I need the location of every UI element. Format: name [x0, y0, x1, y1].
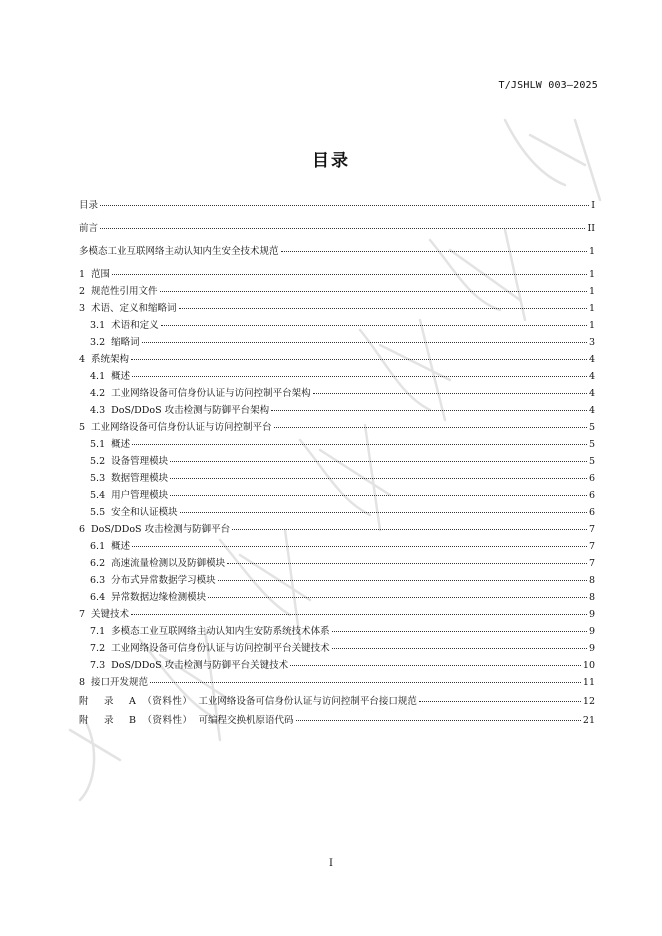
toc-entry-text: 高速流量检测以及防御模块: [111, 558, 226, 569]
toc-entry-text: 范围: [91, 269, 111, 280]
toc-entry-text: 数据管理模块: [111, 473, 169, 484]
toc-entry-page: 1: [588, 303, 595, 314]
dot-leader: [100, 205, 589, 206]
table-of-contents: [79, 200, 595, 726]
toc-entry-number: 7.1: [90, 626, 106, 637]
appendix-label: [79, 715, 193, 726]
toc-entry-number: 2: [79, 286, 86, 297]
toc-entry-number: 4.1: [90, 371, 106, 382]
toc-appendix-entry[interactable]: [79, 696, 595, 707]
dot-leader: [132, 546, 587, 547]
toc-entry[interactable]: [79, 524, 595, 535]
toc-entry-text: DoS/DDoS 攻击检测与防御平台: [91, 524, 231, 535]
toc-entry-page: 9: [588, 609, 595, 620]
toc-entry[interactable]: [79, 388, 595, 399]
toc-entry-number: 7.2: [90, 643, 106, 654]
toc-entry-text: 缩略词: [111, 337, 140, 348]
toc-entry-text: 前言: [79, 223, 99, 234]
toc-entry-page: 6: [588, 490, 595, 501]
toc-entry-page: 11: [582, 677, 595, 688]
dot-leader: [271, 410, 587, 411]
dot-leader: [170, 495, 587, 496]
toc-entry-text: 多模态工业互联网络主动认知内生安全技术规范: [79, 246, 279, 257]
toc-entry[interactable]: [79, 303, 595, 314]
toc-entry-text: 异常数据边缘检测模块: [111, 592, 207, 603]
dot-leader: [296, 720, 581, 721]
appendix-letter: A: [129, 696, 137, 707]
toc-entry-page: I: [591, 200, 595, 211]
toc-entry-number: 5: [79, 422, 86, 433]
dot-leader: [132, 376, 587, 377]
toc-entry-page: 12: [582, 696, 595, 707]
toc-entry-text: 工业网络设备可信身份认证与访问控制平台架构: [111, 388, 311, 399]
toc-entry[interactable]: [79, 660, 595, 671]
toc-entry-number: 7: [79, 609, 86, 620]
toc-entry-page: 7: [588, 541, 595, 552]
toc-entry[interactable]: [79, 541, 595, 552]
toc-entry[interactable]: [79, 626, 595, 637]
toc-entry-text: 概述: [111, 371, 131, 382]
appendix-type: （资料性）: [142, 715, 193, 726]
dot-leader: [332, 631, 587, 632]
dot-leader: [232, 529, 587, 530]
toc-entry-text: 工业网络设备可信身份认证与访问控制平台关键技术: [111, 643, 330, 654]
dot-leader: [150, 682, 581, 683]
dot-leader: [419, 701, 581, 702]
appendix-word-2: 录: [104, 715, 115, 726]
toc-entry-number: 6.2: [90, 558, 106, 569]
toc-entry-text: 术语、定义和缩略词: [91, 303, 177, 314]
toc-entry-page: 5: [588, 456, 595, 467]
toc-entry-number: 5.4: [90, 490, 106, 501]
toc-entry-number: 4: [79, 354, 86, 365]
dot-leader: [332, 648, 587, 649]
toc-entry-text: 概述: [111, 541, 131, 552]
dot-leader: [160, 291, 587, 292]
dot-leader: [132, 444, 587, 445]
toc-entry-number: 6.4: [90, 592, 106, 603]
toc-entry-page: 1: [588, 320, 595, 331]
toc-entry-page: 5: [588, 439, 595, 450]
toc-entry[interactable]: [79, 405, 595, 416]
toc-entry-text: 关键技术: [91, 609, 130, 620]
toc-entry-number: 4.2: [90, 388, 106, 399]
toc-entry[interactable]: [79, 507, 595, 518]
toc-entry-number: 3.2: [90, 337, 106, 348]
toc-entry[interactable]: [79, 286, 595, 297]
toc-entry[interactable]: [79, 200, 595, 211]
appendix-label: [79, 696, 192, 707]
toc-entry-number: 6.1: [90, 541, 106, 552]
toc-entry-page: II: [587, 223, 595, 234]
toc-entry[interactable]: [79, 473, 595, 484]
dot-leader: [170, 461, 587, 462]
toc-entry-text: 工业网络设备可信身份认证与访问控制平台: [91, 422, 272, 433]
appendix-word-1: 附: [79, 696, 90, 707]
toc-entry-page: 9: [588, 626, 595, 637]
toc-entry[interactable]: [79, 320, 595, 331]
toc-entry[interactable]: [79, 609, 595, 620]
toc-entry-text: 可编程交换机原语代码: [198, 715, 294, 726]
toc-entry[interactable]: [79, 558, 595, 569]
dot-leader: [281, 251, 587, 252]
toc-entry-page: 21: [582, 715, 595, 726]
toc-entry[interactable]: [79, 439, 595, 450]
dot-leader: [179, 308, 587, 309]
toc-entry[interactable]: [79, 337, 595, 348]
toc-entry-number: 5.2: [90, 456, 106, 467]
toc-entry-page: 4: [588, 354, 595, 365]
toc-entry[interactable]: [79, 422, 595, 433]
toc-entry-page: 1: [588, 286, 595, 297]
dot-leader: [131, 359, 587, 360]
toc-entry-text: 用户管理模块: [111, 490, 169, 501]
toc-entry-page: 3: [588, 337, 595, 348]
dot-leader: [131, 614, 587, 615]
appendix-word-2: 录: [104, 696, 115, 707]
toc-entry-page: 8: [588, 592, 595, 603]
toc-entry-page: 6: [588, 507, 595, 518]
toc-entry[interactable]: [79, 223, 595, 234]
dot-leader: [180, 512, 587, 513]
toc-entry[interactable]: [79, 354, 595, 365]
dot-leader: [161, 325, 587, 326]
dot-leader: [290, 665, 581, 666]
dot-leader: [142, 342, 587, 343]
toc-entry-text: 规范性引用文件: [91, 286, 158, 297]
toc-entry[interactable]: [79, 490, 595, 501]
toc-entry-number: 5.3: [90, 473, 106, 484]
toc-entry[interactable]: [79, 592, 595, 603]
toc-entry[interactable]: [79, 246, 595, 257]
toc-entry-number: 3: [79, 303, 86, 314]
toc-entry[interactable]: [79, 677, 595, 688]
toc-entry-page: 10: [582, 660, 595, 671]
toc-entry-text: 术语和定义: [111, 320, 159, 331]
toc-entry-text: DoS/DDoS 攻击检测与防御平台架构: [111, 405, 270, 416]
dot-leader: [112, 274, 587, 275]
toc-entry-number: 5.1: [90, 439, 106, 450]
dot-leader: [274, 427, 587, 428]
toc-entry[interactable]: [79, 643, 595, 654]
toc-entry-text: 接口开发规范: [91, 677, 149, 688]
toc-entry-text: 概述: [111, 439, 131, 450]
toc-entry-text: 多模态工业互联网络主动认知内生安防系统技术体系: [111, 626, 330, 637]
toc-entry-page: 4: [588, 371, 595, 382]
appendix-letter: B: [129, 715, 137, 726]
dot-leader: [100, 228, 585, 229]
toc-entry-text: 工业网络设备可信身份认证与访问控制平台接口规范: [198, 696, 417, 707]
toc-appendix-entry[interactable]: [79, 715, 595, 726]
toc-entry-page: 9: [588, 643, 595, 654]
toc-entry[interactable]: [79, 456, 595, 467]
toc-entry[interactable]: [79, 269, 595, 280]
toc-entry-page: 7: [588, 558, 595, 569]
dot-leader: [218, 580, 587, 581]
toc-entry-page: 4: [588, 388, 595, 399]
toc-entry-number: 8: [79, 677, 86, 688]
toc-entry-number: 1: [79, 269, 86, 280]
toc-entry-text: 设备管理模块: [111, 456, 169, 467]
toc-entry-page: 7: [588, 524, 595, 535]
toc-entry-text: 系统架构: [91, 354, 130, 365]
toc-entry-number: 7.3: [90, 660, 106, 671]
toc-entry-text: 分布式异常数据学习模块: [111, 575, 216, 586]
toc-entry-number: 5.5: [90, 507, 106, 518]
dot-leader: [208, 597, 587, 598]
toc-entry-number: 4.3: [90, 405, 106, 416]
toc-entry-page: 6: [588, 473, 595, 484]
toc-entry-text: DoS/DDoS 攻击检测与防御平台关键技术: [111, 660, 289, 671]
toc-entry-page: 1: [588, 246, 595, 257]
toc-entry-page: 5: [588, 422, 595, 433]
toc-entry-page: 4: [588, 405, 595, 416]
toc-entry-page: 8: [588, 575, 595, 586]
page-number: I: [329, 858, 333, 869]
toc-entry-number: 3.1: [90, 320, 106, 331]
toc-entry[interactable]: [79, 575, 595, 586]
dot-leader: [313, 393, 587, 394]
toc-entry-number: 6: [79, 524, 86, 535]
toc-entry-text: 目录: [79, 200, 99, 211]
toc-entry-number: 6.3: [90, 575, 106, 586]
toc-entry[interactable]: [79, 371, 595, 382]
dot-leader: [170, 478, 587, 479]
dot-leader: [227, 563, 587, 564]
page-title: 目录: [312, 151, 350, 171]
appendix-type: （资料性）: [142, 696, 193, 707]
appendix-word-1: 附: [79, 715, 90, 726]
toc-entry-page: 1: [588, 269, 595, 280]
document-code: T/JSHLW 003—2025: [498, 80, 598, 91]
toc-entry-text: 安全和认证模块: [111, 507, 178, 518]
